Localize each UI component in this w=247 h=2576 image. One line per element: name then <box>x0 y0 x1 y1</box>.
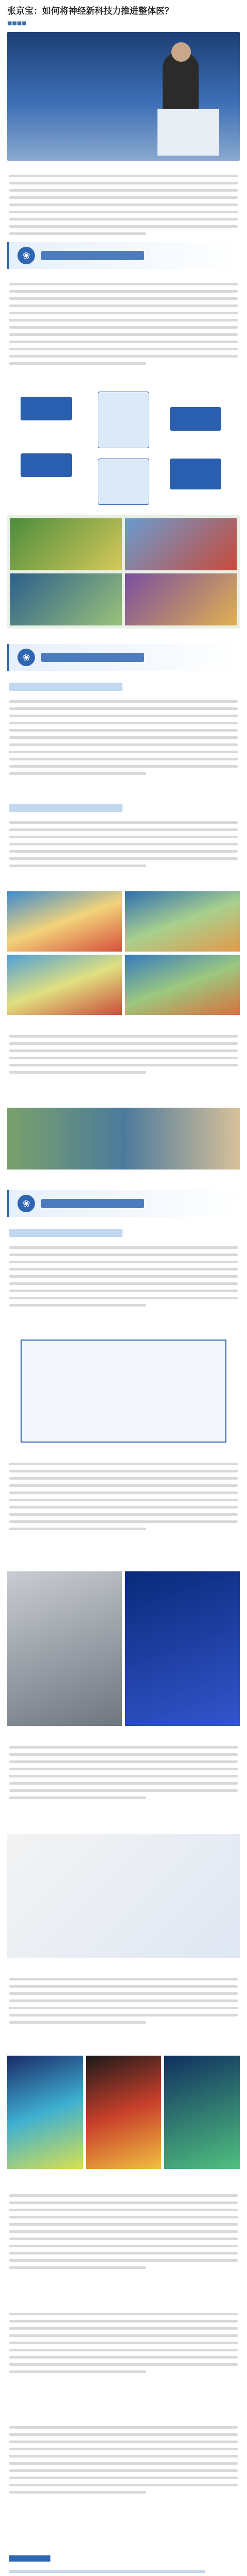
section-2b-text <box>9 817 238 872</box>
section-4b-text <box>9 2308 238 2378</box>
section-1-text <box>9 278 238 369</box>
chart-image <box>7 1834 240 1958</box>
section-3-text <box>9 1242 238 1311</box>
section-2c-text <box>9 1030 238 1078</box>
diagram-node <box>170 407 221 431</box>
hero-photo <box>7 32 240 161</box>
photo-panel <box>7 1108 240 1170</box>
section-1-banner <box>7 242 240 269</box>
section-4c-text <box>9 2421 238 2498</box>
diagram-node <box>170 459 221 489</box>
article-title: 张京宝：如何将神经新科技力推进整体医？ <box>7 6 173 16</box>
subheading <box>9 1229 122 1237</box>
map-panel <box>7 891 240 1015</box>
subheading <box>9 683 122 691</box>
section-3c-text <box>9 1741 238 1804</box>
diagram-node <box>98 459 149 505</box>
section-icon: ❀ <box>17 1195 35 1212</box>
diagram-node <box>21 397 72 420</box>
lidar-images <box>7 2056 240 2169</box>
section-2-text <box>9 696 238 779</box>
subheading <box>9 804 122 812</box>
section-2-banner <box>7 644 240 671</box>
section-3d-text <box>9 1973 238 2028</box>
section-icon: ❀ <box>17 247 35 264</box>
section-4-text <box>9 2190 238 2274</box>
section-icon: ❀ <box>17 649 35 666</box>
map-images <box>7 515 240 629</box>
diagram-node <box>98 392 149 448</box>
table-graphic <box>21 1340 226 1443</box>
author-link[interactable]: ■■■■ <box>7 21 27 26</box>
intro-text <box>9 170 238 240</box>
article-meta <box>0 21 247 26</box>
diagram-node <box>21 453 72 477</box>
section-3-banner <box>7 1190 240 1217</box>
related-links[interactable] <box>9 2555 238 2576</box>
flow-diagram <box>21 392 226 510</box>
section-3b-text <box>9 1458 238 1535</box>
device-photos <box>7 1571 240 1726</box>
